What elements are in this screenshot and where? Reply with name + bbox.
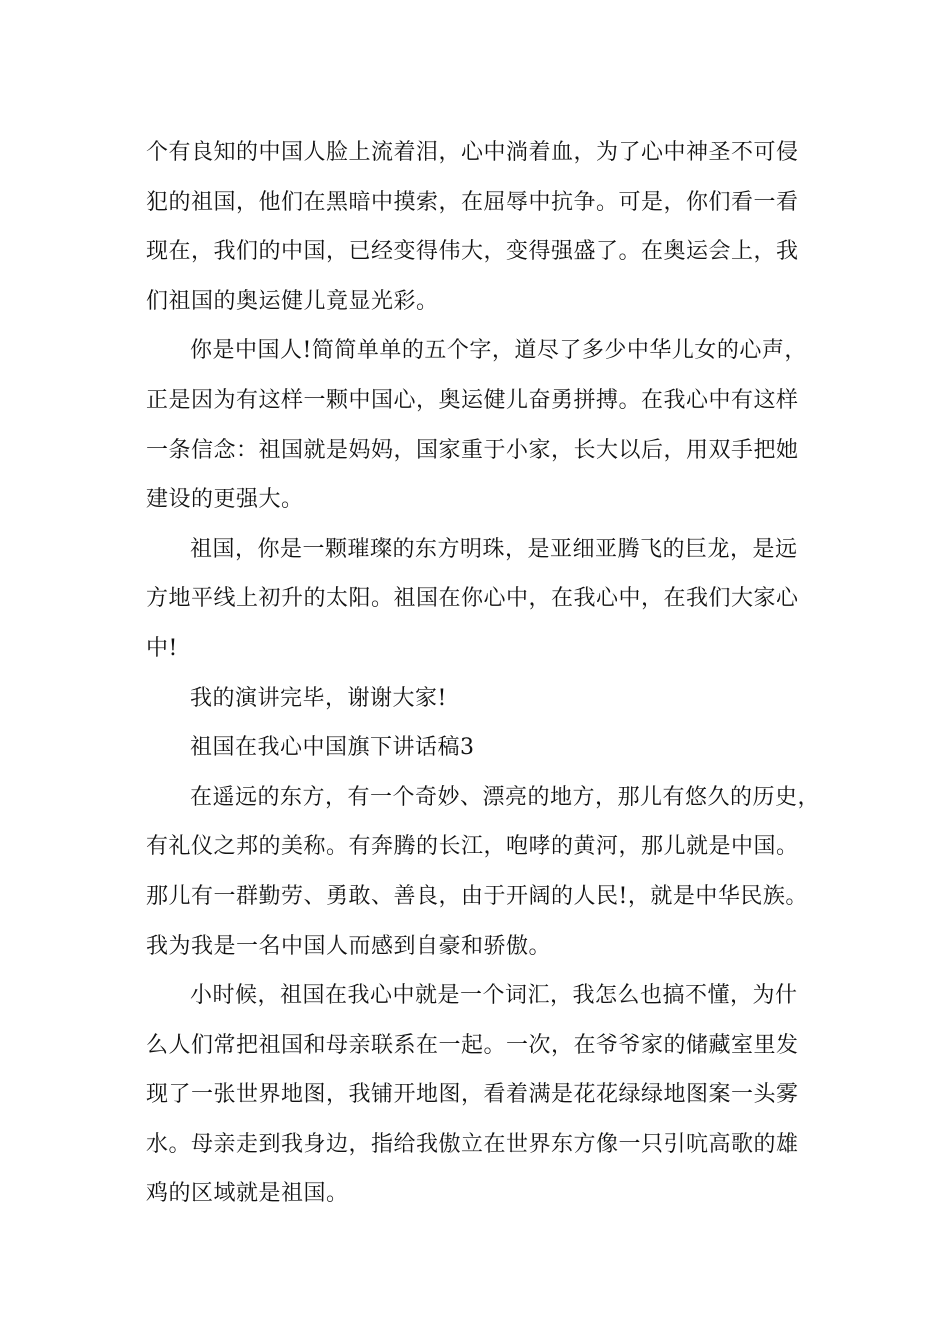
text-line: 水。母亲走到我身边，指给我傲立在世界东方像一只引吭高歌的雄 xyxy=(146,1131,799,1157)
text-line: 鸡的区域就是祖国。 xyxy=(146,1181,349,1207)
text-line: 中! xyxy=(146,635,178,661)
text-line: 祖国在我心中国旗下讲话稿3 xyxy=(190,735,475,761)
text-line: 们祖国的奥运健儿竟显光彩。 xyxy=(146,288,439,314)
text-line: 你是中国人!简简单单的五个字，道尽了多少中华儿女的心声， xyxy=(190,338,807,364)
body-text xyxy=(146,128,826,1219)
text-line: 犯的祖国，他们在黑暗中摸索，在屈辱中抗争。可是，你们看一看 xyxy=(146,189,799,215)
text-line: 小时候，祖国在我心中就是一个词汇，我怎么也搞不懂，为什 xyxy=(190,983,798,1009)
text-line: 一条信念：祖国就是妈妈，国家重于小家，长大以后，用双手把她 xyxy=(146,437,799,463)
text-line: 现在，我们的中国，已经变得伟大，变得强盛了。在奥运会上，我 xyxy=(146,239,799,265)
text-line: 正是因为有这样一颗中国心，奥运健儿奋勇拼搏。在我心中有这样 xyxy=(146,387,799,413)
text-line: 那儿有一群勤劳、勇敢、善良，由于开阔的人民!，就是中华民族。 xyxy=(146,883,808,909)
text-line: 么人们常把祖国和母亲联系在一起。一次，在爷爷家的储藏室里发 xyxy=(146,1032,799,1058)
text-line: 个有良知的中国人脸上流着泪，心中淌着血，为了心中神圣不可侵 xyxy=(146,140,799,165)
text-line: 有礼仪之邦的美称。有奔腾的长江，咆哮的黄河，那儿就是中国。 xyxy=(146,834,799,860)
text-line: 祖国，你是一颗璀璨的东方明珠，是亚细亚腾飞的巨龙，是远 xyxy=(190,536,798,562)
text-line: 建设的更强大。 xyxy=(146,487,304,513)
text-line: 我的演讲完毕，谢谢大家! xyxy=(190,685,447,711)
text-line: 方地平线上初升的太阳。祖国在你心中，在我心中，在我们大家心 xyxy=(146,586,799,612)
text-line: 我为我是一名中国人而感到自豪和骄傲。 xyxy=(146,933,552,959)
text-line: 现了一张世界地图，我铺开地图，看着满是花花绿绿地图案一头雾 xyxy=(146,1082,799,1108)
text-line: 在遥远的东方，有一个奇妙、漂亮的地方，那儿有悠久的历史， xyxy=(190,784,821,810)
